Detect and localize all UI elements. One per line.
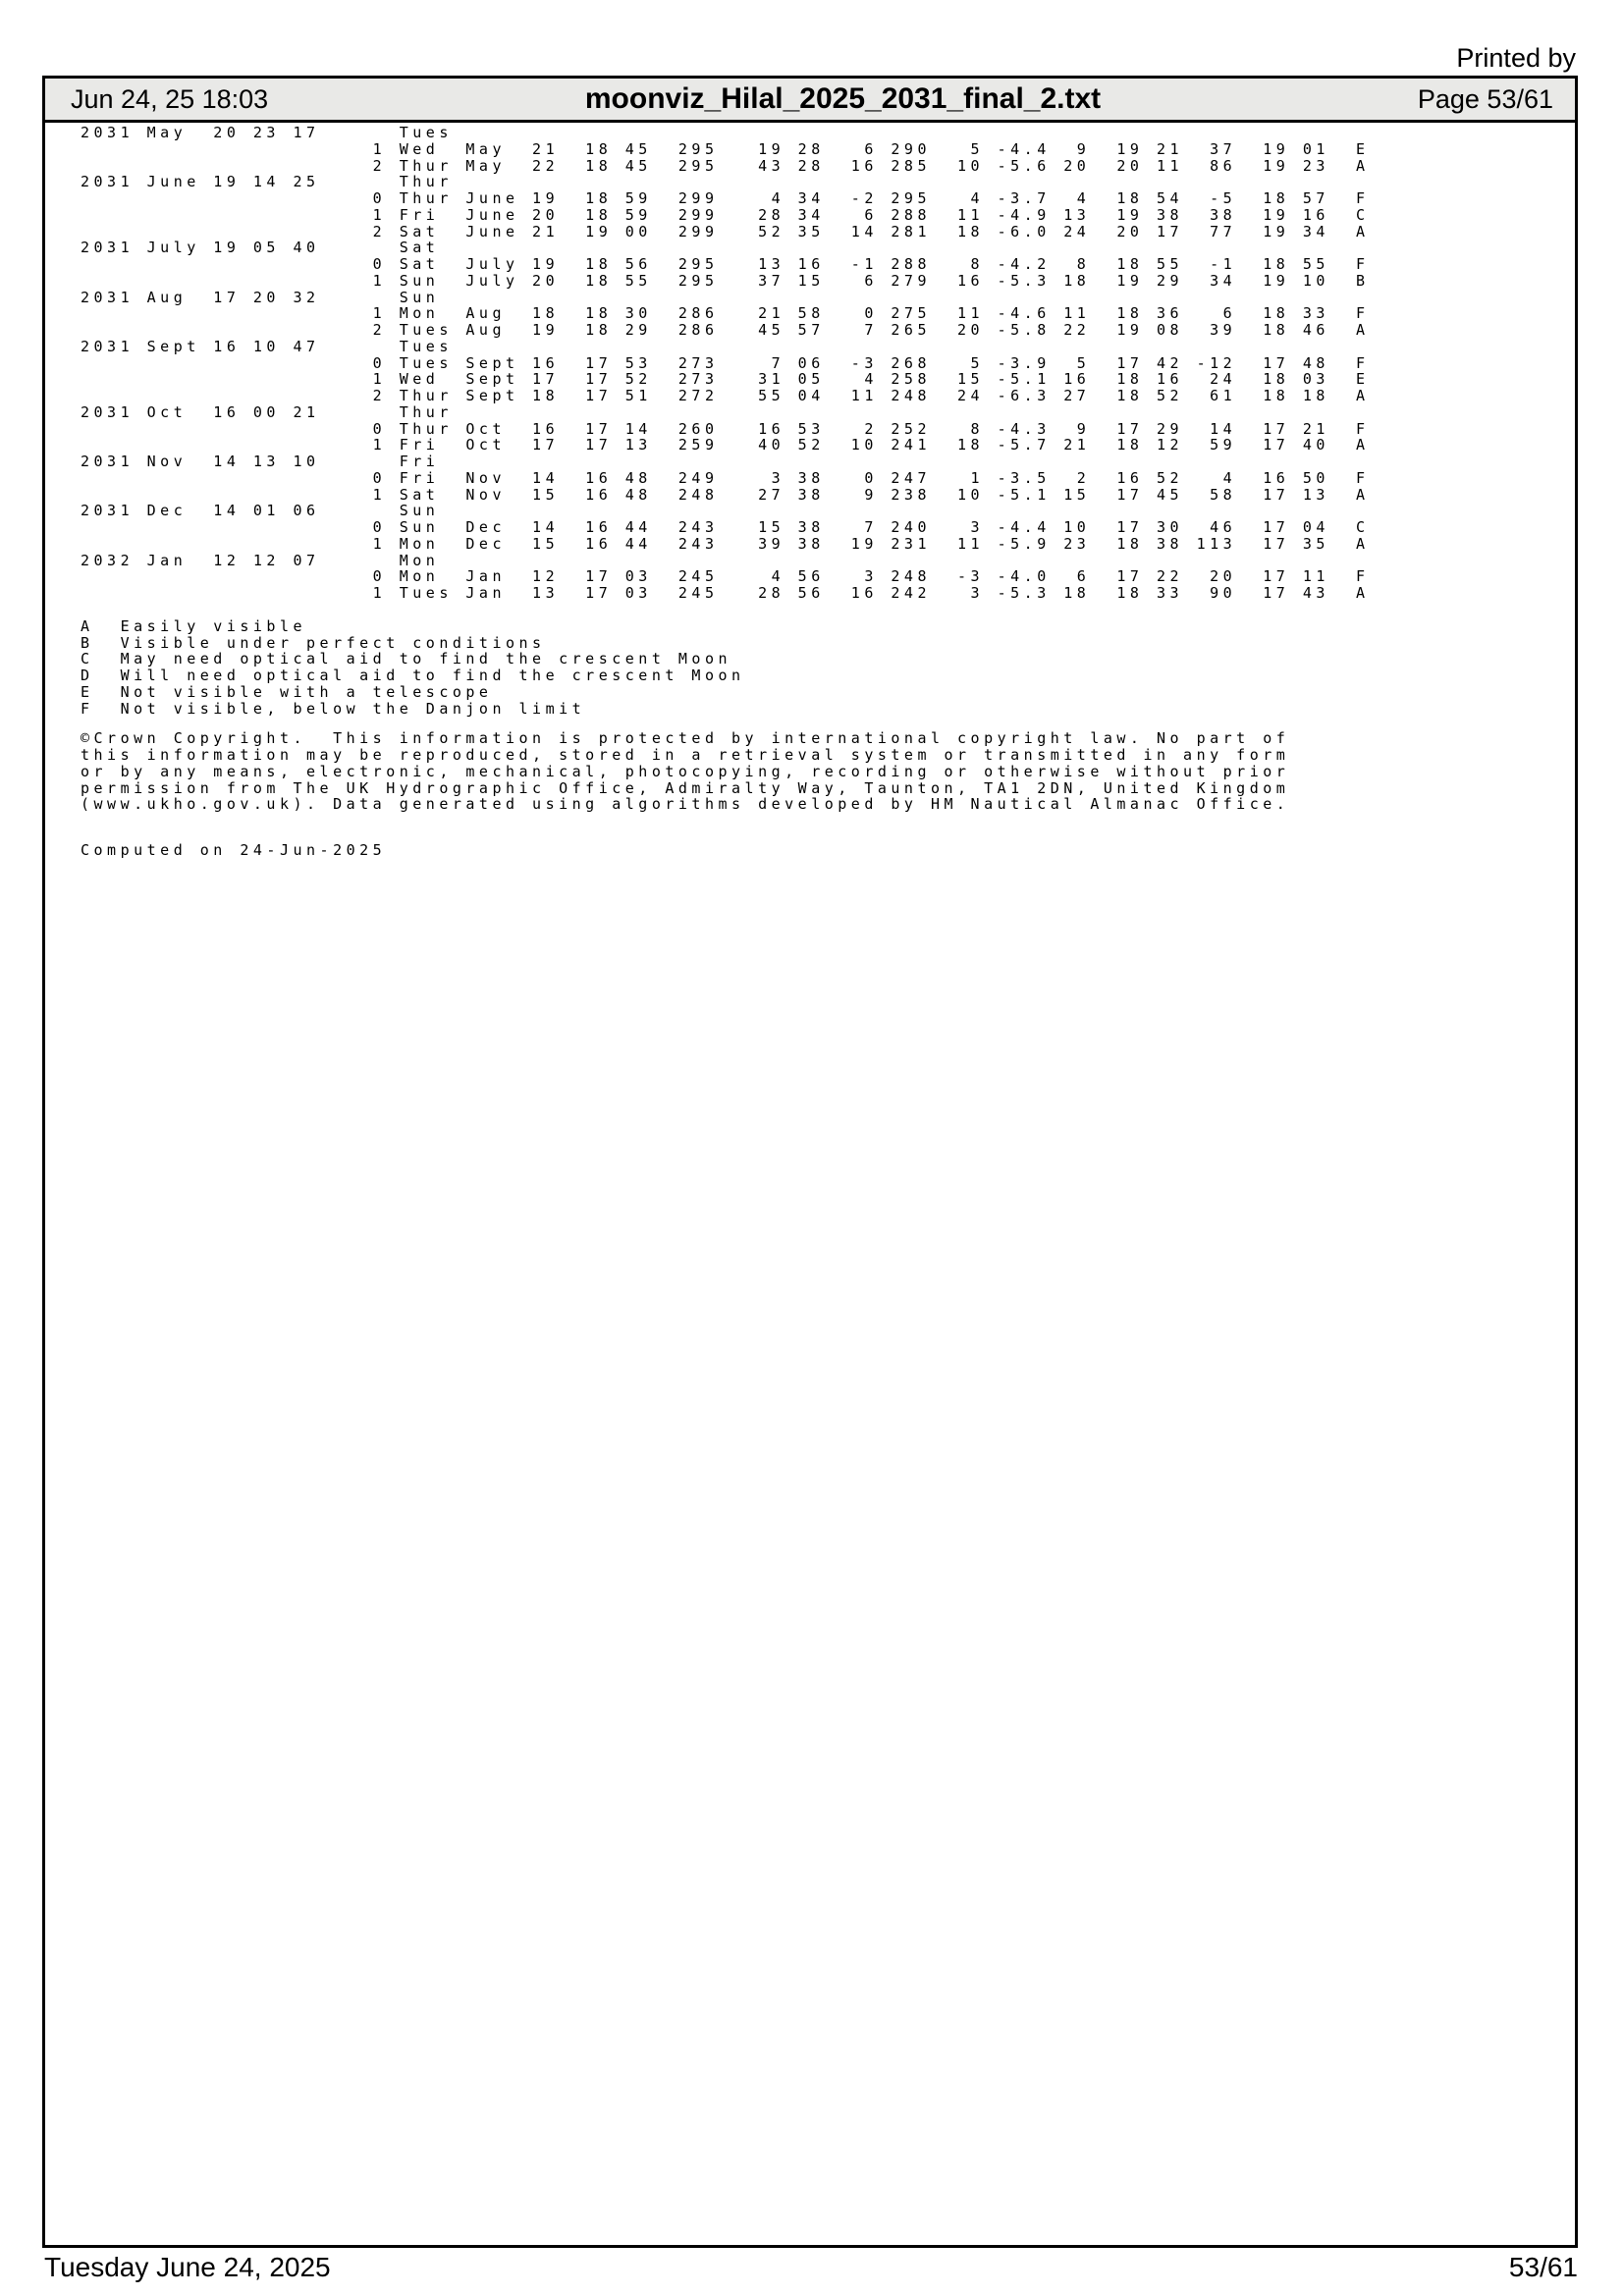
table-text-line: 2 Thur May 22 18 45 295 43 28 16 285 10 -5.6 20 20 11 86 19 23 A [81,156,1370,175]
table-text-line: 2031 Oct 16 00 21 Thur [81,402,453,421]
copyright-line: (www.ukho.gov.uk). Data generated using algorithms developed by HM Nautical Almanac Office. [81,795,1290,814]
table-text-line: 1 Wed Sept 17 17 52 273 31 05 4 258 15 -5.1 16 18 16 24 18 03 E [81,370,1370,389]
copyright-line: this information may be reproduced, stored in a retrieval system or transmitted in any form [81,746,1290,764]
copyright-line: ©Crown Copyright. This information is protected by international copyright law. No part of [81,729,1290,748]
table-text-line: 0 Thur June 19 18 59 299 4 34 -2 295 4 -3.7 4 18 54 -5 18 57 F [81,189,1370,207]
computed-on-line: Computed on 24-Jun-2025 [81,841,387,859]
table-text-line: 0 Sat July 19 18 56 295 13 16 -1 288 8 -4.2 8 18 55 -1 18 55 F [81,255,1370,273]
header-filename-title: moonviz_Hilal_2025_2031_final_2.txt [584,82,1102,115]
table-text-line: 0 Fri Nov 14 16 48 249 3 38 0 247 1 -3.5 2 16 52 4 16 50 F [81,468,1370,487]
text-body [45,123,1575,859]
table-text-line: 0 Tues Sept 16 17 53 273 7 06 -3 268 5 -3.9 5 17 42 -12 17 48 F [81,353,1370,372]
copyright-line: permission from The UK Hydrographic Office, Admiralty Way, Taunton, TA1 2DN, United Kingdom [81,778,1290,797]
table-text-line: 2031 July 19 05 40 Sat [81,239,440,257]
computed-on-block [81,842,1575,859]
visibility-legend [81,618,1575,718]
copyright-notice [81,730,1575,813]
legend-line: D Will need optical aid to find the crescent Moon [81,667,745,684]
table-text-line: 2031 Sept 16 10 47 Tues [81,337,453,355]
table-text-line: 0 Mon Jan 12 17 03 245 4 56 3 248 -3 -4.0 6 17 22 20 17 11 F [81,567,1370,586]
legend-line: F Not visible, below the Danjon limit [81,699,586,718]
footer-page-number: 53/61 [1508,2252,1578,2282]
table-text-line: 1 Mon Dec 15 16 44 243 39 38 19 231 11 -5.9 23 18 38 113 17 35 A [81,534,1370,553]
table-text-line: 1 Fri June 20 18 59 299 28 34 6 288 11 -4.9 13 19 38 38 19 16 C [81,205,1370,224]
table-text-line: 1 Tues Jan 13 17 03 245 28 56 16 242 3 -5.3 18 18 33 90 17 43 A [81,584,1370,602]
document-frame [42,76,1578,2248]
table-text-line: 0 Thur Oct 16 17 14 260 16 53 2 252 8 -4.3 9 17 29 14 17 21 F [81,419,1370,438]
page-header-bar [45,79,1575,123]
table-text-line: 2031 June 19 14 25 Thur [81,173,453,191]
footer-date: Tuesday June 24, 2025 [44,2252,331,2282]
legend-line: B Visible under perfect conditions [81,633,546,652]
legend-line: A Easily visible [81,616,307,635]
legend-line: E Not visible with a telescope [81,682,493,701]
table-text-line: 1 Wed May 21 18 45 295 19 28 6 290 5 -4.4 9 19 21 37 19 01 E [81,139,1370,158]
table-text-line: 2031 May 20 23 17 Tues [81,124,453,141]
table-text-line: 1 Sat Nov 15 16 48 248 27 38 9 238 10 -5.1 15 17 45 58 17 13 A [81,485,1370,504]
legend-line: C May need optical aid to find the crescent Moon [81,650,732,668]
table-text-line: 1 Fri Oct 17 17 13 259 40 52 10 241 18 -5.7 21 18 12 59 17 40 A [81,436,1370,454]
table-text-line: 1 Sun July 20 18 55 295 37 15 6 279 16 -5.3 18 19 29 34 19 10 B [81,271,1370,290]
moon-visibility-table [81,125,1575,602]
table-text-line: 2 Tues Aug 19 18 29 286 45 57 7 265 20 -5.8 22 19 08 39 18 46 A [81,321,1370,339]
table-text-line: 2031 Dec 14 01 06 Sun [81,502,440,520]
table-text-line: 2 Thur Sept 18 17 51 272 55 04 11 248 24 -6.3 27 18 52 61 18 18 A [81,387,1370,404]
header-page-number: Page 53/61 [1417,83,1553,114]
table-text-line: 2031 Nov 14 13 10 Fri [81,453,440,470]
header-datetime: Jun 24, 25 18:03 [71,83,269,114]
table-text-line: 2031 Aug 17 20 32 Sun [81,288,440,306]
copyright-line: or by any means, electronic, mechanical, photocopying, recording or otherwise without prior [81,762,1290,780]
table-text-line: 0 Sun Dec 14 16 44 243 15 38 7 240 3 -4.4 10 17 30 46 17 04 C [81,518,1370,536]
table-text-line: 1 Mon Aug 18 18 30 286 21 58 0 275 11 -4.6 11 18 36 6 18 33 F [81,304,1370,323]
printed-by-label: Printed by [1456,43,1576,73]
table-text-line: 2 Sat June 21 19 00 299 52 35 14 281 18 -6.0 24 20 17 77 19 34 A [81,222,1370,240]
table-text-line: 2032 Jan 12 12 07 Mon [81,551,440,569]
